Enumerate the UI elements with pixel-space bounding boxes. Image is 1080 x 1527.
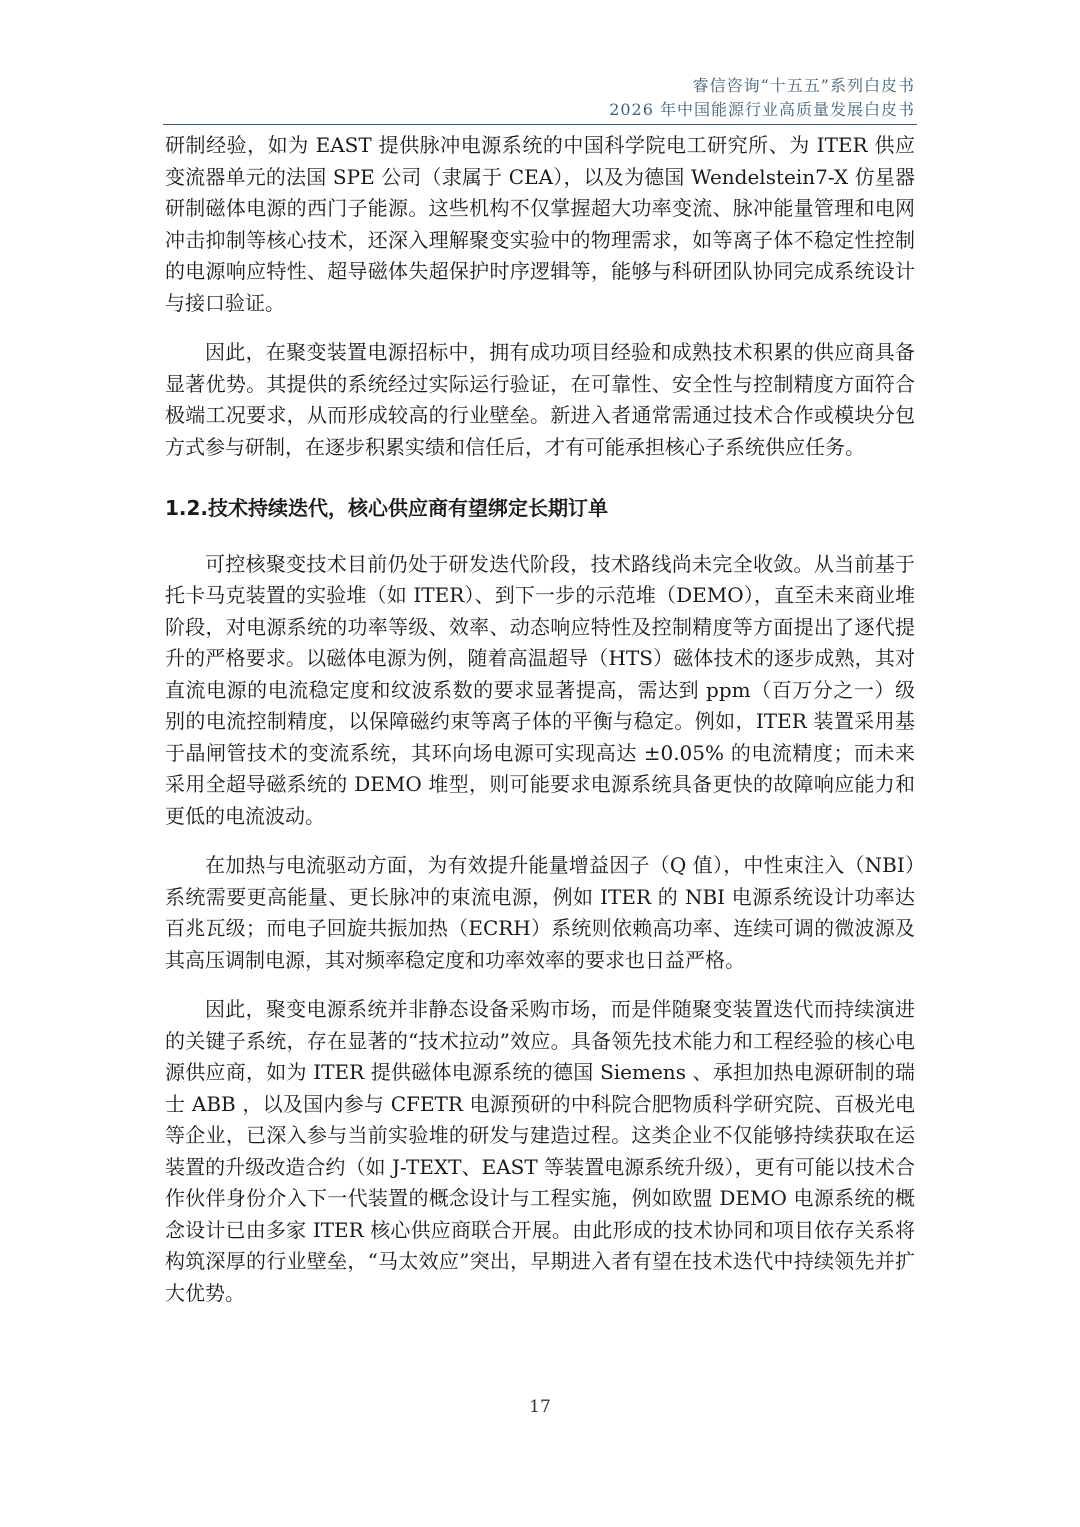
body-text: [165, 130, 915, 1327]
paragraph-3: 可控核聚变技术目前仍处于研发迭代阶段，技术路线尚未完全收敛。从当前基于托卡马克装置的实验堆（如 ITER）、到下一步的示范堆（DEMO），直至未来商业堆阶段，对电源系统的功率等级、效率、动态响应特性及控制精度等方面提出了逐代提升的严格要求。以磁体电源为例，随着高温超导（HTS）磁体技术的逐步成熟，其对直流电源的电流稳定度和纹波系数的要求显著提高，需达到 ppm（百万分之一）级别的电流控制精度，以保障磁约束等离子体的平衡与稳定。例如，ITER 装置采用基于晶闸管技术的变流系统，其环向场电源可实现高达 ±0.05% 的电流精度；而未来采用全超导磁系统的 DEMO 堆型，则可能要求电源系统具备更快的故障响应能力和更低的电流波动。: [165, 551, 915, 828]
paragraph-2: 因此，在聚变装置电源招标中，拥有成功项目经验和成熟技术积累的供应商具备显著优势。其提供的系统经过实际运行验证，在可靠性、安全性与控制精度方面符合极端工况要求，从而形成较高的行业壁垒。新进入者通常需通过技术合作或模块分包方式参与研制，在逐步积累实绩和信任后，才有可能承担核心子系统供应任务。: [165, 340, 915, 459]
header-divider: [163, 124, 917, 125]
paragraph-1: 研制经验，如为 EAST 提供脉冲电源系统的中国科学院电工研究所、为 ITER 供应变流器单元的法国 SPE 公司（隶属于 CEA），以及为德国 Wendelstein7-X 仿星器研制磁体电源的西门子能源。这些机构不仅掌握超大功率变流、脉冲能量管理和电网冲击抑制等核心技术，还深入理解聚变实验中的物理需求，如等离子体不稳定性控制的电源响应特性、超导磁体失超保护时序逻辑等，能够与科研团队协同完成系统设计与接口验证。: [165, 133, 915, 315]
header-series-title: 睿信咨询“十五五”系列白皮书: [692, 76, 915, 95]
page-header: [609, 74, 915, 122]
header-report-title: 2026 年中国能源行业高质量发展白皮书: [609, 100, 915, 119]
paragraph-5: 因此，聚变电源系统并非静态设备采购市场，而是伴随聚变装置迭代而持续演进的关键子系统，存在显著的“技术拉动”效应。具备领先技术能力和工程经验的核心电源供应商，如为 ITER 提供磁体电源系统的德国 Siemens 、承担加热电源研制的瑞士 ABB ，以及国内参与 CFETR 电源预研的中科院合肥物质科学研究院、百极光电等企业，已深入参与当前实验堆的研发与建造过程。这类企业不仅能够持续获取在运装置的升级改造合约（如 J-TEXT、EAST 等装置电源系统升级），更有可能以技术合作伙伴身份介入下一代装置的概念设计与工程实施，例如欧盟 DEMO 电源系统的概念设计已由多家 ITER 核心供应商联合开展。由此形成的技术协同和项目依存关系将构筑深厚的行业壁垒，“马太效应”突出，早期进入者有望在技术迭代中持续领先并扩大优势。: [165, 997, 915, 1305]
paragraph-4: 在加热与电流驱动方面，为有效提升能量增益因子（Q 值），中性束注入（NBI）系统需要更高能量、更长脉冲的束流电源，例如 ITER 的 NBI 电源系统设计功率达百兆瓦级；而电子回旋共振加热（ECRH）系统则依赖高功率、连续可调的微波源及其高压调制电源，其对频率稳定度和功率效率的要求也日益严格。: [165, 853, 915, 972]
section-heading: 1.2.技术持续迭代，核心供应商有望绑定长期订单: [165, 496, 609, 520]
page-number: 17: [529, 1397, 551, 1417]
